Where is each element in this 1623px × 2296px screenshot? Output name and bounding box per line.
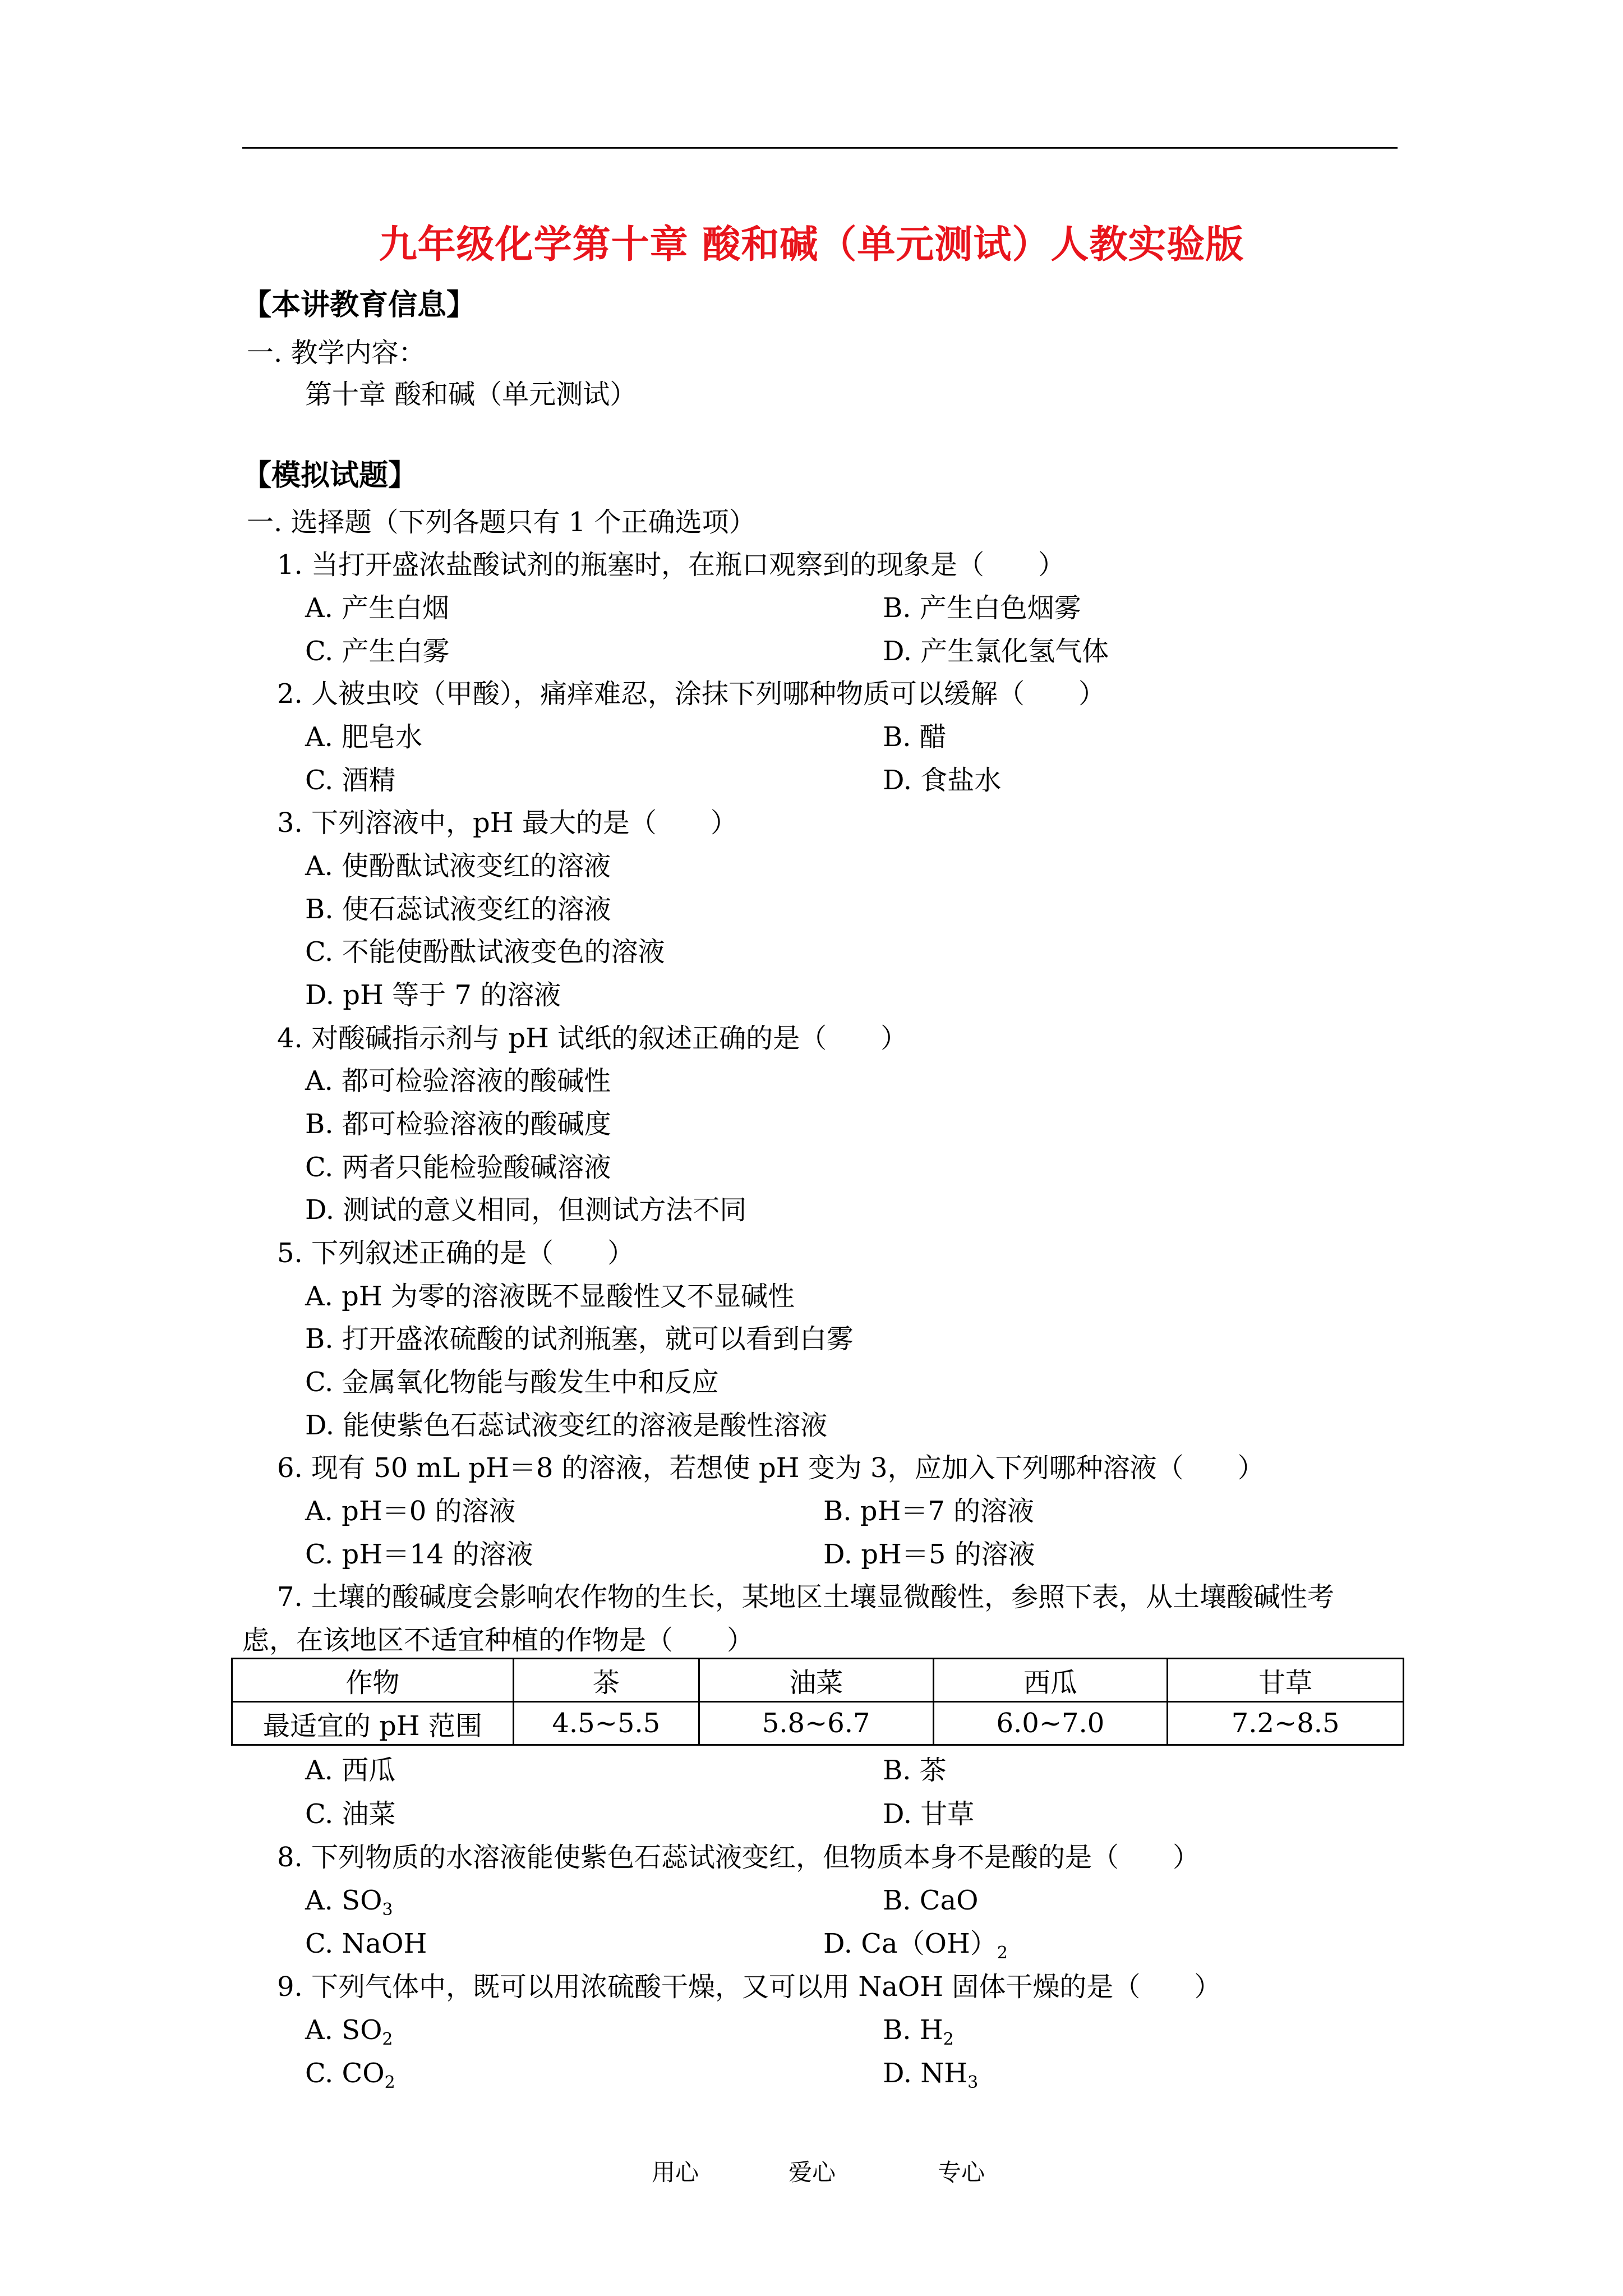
question-stem: 8. 下列物质的水溶液能使紫色石蕊试液变红，但物质本身不是酸的是（ ） bbox=[277, 1842, 1200, 1873]
option-c: C. 两者只能检验酸碱溶液 bbox=[305, 1152, 611, 1183]
question-stem: 5. 下列叙述正确的是（ ） bbox=[277, 1237, 635, 1269]
option-d: D. 食盐水 bbox=[883, 765, 1002, 796]
option-c: C. 产生白雾 bbox=[305, 636, 450, 667]
table-cell: 茶 bbox=[513, 1659, 699, 1702]
option-d: D. 能使紫色石蕊试液变红的溶液是酸性溶液 bbox=[305, 1410, 828, 1441]
sim-section-label: 一. 选择题（下列各题只有 1 个正确选项） bbox=[247, 507, 756, 538]
option-b: B. 产生白色烟雾 bbox=[883, 592, 1081, 624]
question-stem: 3. 下列溶液中，pH 最大的是（ ） bbox=[277, 807, 737, 839]
option-c bbox=[305, 2060, 395, 2091]
table-cell: 油菜 bbox=[699, 1659, 933, 1702]
option-a: A. 都可检验溶液的酸碱性 bbox=[305, 1065, 611, 1097]
option-a: A. pH 为零的溶液既不显酸性又不显碱性 bbox=[305, 1281, 795, 1312]
sim-heading: 【模拟试题】 bbox=[242, 458, 418, 493]
option-d: D. 测试的意义相同，但测试方法不同 bbox=[305, 1194, 747, 1226]
option-a: A. 使酚酞试液变红的溶液 bbox=[305, 850, 611, 882]
option-c: C. pH＝14 的溶液 bbox=[305, 1539, 533, 1570]
option-a: A. 肥皂水 bbox=[305, 721, 423, 753]
option-c: C. 油菜 bbox=[305, 1798, 396, 1830]
option-a-text: A. SO bbox=[305, 2014, 382, 2046]
option-b: B. 茶 bbox=[883, 1755, 947, 1786]
option-d bbox=[883, 2060, 978, 2091]
option-b-text: B. H bbox=[883, 2014, 943, 2046]
question-stem: 7. 土壤的酸碱度会影响农作物的生长，某地区土壤显微酸性，参照下表，从土壤酸碱性考 bbox=[277, 1581, 1335, 1613]
table-cell: 4.5~5.5 bbox=[513, 1702, 699, 1745]
subscript: 3 bbox=[967, 2073, 979, 2092]
option-b: B. 醋 bbox=[883, 721, 947, 753]
option-a bbox=[305, 1887, 393, 1918]
option-b: B. 打开盛浓硫酸的试剂瓶塞，就可以看到白雾 bbox=[305, 1323, 854, 1355]
option-a bbox=[305, 2014, 393, 2049]
option-c: C. 不能使酚酞试液变色的溶液 bbox=[305, 936, 665, 968]
option-b: B. 使石蕊试液变红的溶液 bbox=[305, 894, 611, 925]
option-a: A. pH＝0 的溶液 bbox=[305, 1496, 516, 1527]
option-d bbox=[823, 1930, 1008, 1962]
table-cell: 甘草 bbox=[1168, 1659, 1404, 1702]
header-rule bbox=[242, 147, 1398, 149]
option-c: C. 酒精 bbox=[305, 765, 396, 796]
info-section-label: 一. 教学内容： bbox=[247, 337, 426, 369]
footer-right: 专心 bbox=[938, 2159, 985, 2186]
table-cell: 7.2~8.5 bbox=[1168, 1702, 1404, 1745]
table-row bbox=[232, 1702, 1404, 1745]
option-c: C. NaOH bbox=[305, 1928, 427, 1959]
subscript: 3 bbox=[382, 1900, 393, 1920]
table-cell: 作物 bbox=[232, 1659, 514, 1702]
question-stem: 6. 现有 50 mL pH＝8 的溶液，若想使 pH 变为 3，应加入下列哪种溶液（ ） bbox=[277, 1452, 1265, 1484]
option-b bbox=[883, 2014, 954, 2049]
question-stem-continued: 虑，在该地区不适宜种植的作物是（ ） bbox=[242, 1625, 754, 1656]
question-stem: 2. 人被虫咬（甲酸），痛痒难忍，涂抹下列哪种物质可以缓解（ ） bbox=[277, 678, 1106, 710]
option-d-text: D. NH bbox=[883, 2058, 968, 2089]
subscript: 2 bbox=[943, 2030, 954, 2049]
option-c: C. 金属氧化物能与酸发生中和反应 bbox=[305, 1366, 719, 1398]
footer-left: 用心 bbox=[652, 2159, 699, 2186]
info-content: 第十章 酸和碱（单元测试） bbox=[305, 379, 637, 410]
option-c-text: C. CO bbox=[305, 2058, 385, 2089]
subscript: 2 bbox=[382, 2030, 393, 2049]
option-d: D. pH＝5 的溶液 bbox=[823, 1539, 1035, 1570]
option-d-text: D. Ca（OH） bbox=[823, 1928, 997, 1959]
question-stem: 4. 对酸碱指示剂与 pH 试纸的叙述正确的是（ ） bbox=[277, 1023, 908, 1054]
crop-ph-table bbox=[231, 1658, 1404, 1746]
option-a-text: A. SO bbox=[305, 1885, 382, 1916]
option-d: D. 甘草 bbox=[883, 1798, 975, 1830]
question-stem: 1. 当打开盛浓盐酸试剂的瓶塞时，在瓶口观察到的现象是（ ） bbox=[277, 549, 1066, 581]
subscript: 2 bbox=[384, 2073, 395, 2092]
option-d: D. 产生氯化氢气体 bbox=[883, 636, 1109, 667]
option-d: D. pH 等于 7 的溶液 bbox=[305, 979, 561, 1011]
footer-middle: 爱心 bbox=[789, 2159, 836, 2186]
table-row bbox=[232, 1659, 1404, 1702]
question-stem: 9. 下列气体中，既可以用浓硫酸干燥，又可以用 NaOH 固体干燥的是（ ） bbox=[277, 1971, 1221, 2003]
page-title: 九年级化学第十章 酸和碱（单元测试）人教实验版 bbox=[379, 222, 1244, 267]
option-a: A. 西瓜 bbox=[305, 1755, 396, 1786]
table-cell: 西瓜 bbox=[933, 1659, 1168, 1702]
option-b: B. pH＝7 的溶液 bbox=[823, 1496, 1035, 1527]
table-cell: 最适宜的 pH 范围 bbox=[232, 1702, 514, 1745]
option-b: B. 都可检验溶液的酸碱度 bbox=[305, 1108, 611, 1140]
option-a: A. 产生白烟 bbox=[305, 592, 450, 624]
table-cell: 6.0~7.0 bbox=[933, 1702, 1168, 1745]
info-heading: 【本讲教育信息】 bbox=[242, 288, 476, 322]
option-b: B. CaO bbox=[883, 1885, 979, 1916]
subscript: 2 bbox=[997, 1943, 1008, 1963]
table-cell: 5.8~6.7 bbox=[699, 1702, 933, 1745]
